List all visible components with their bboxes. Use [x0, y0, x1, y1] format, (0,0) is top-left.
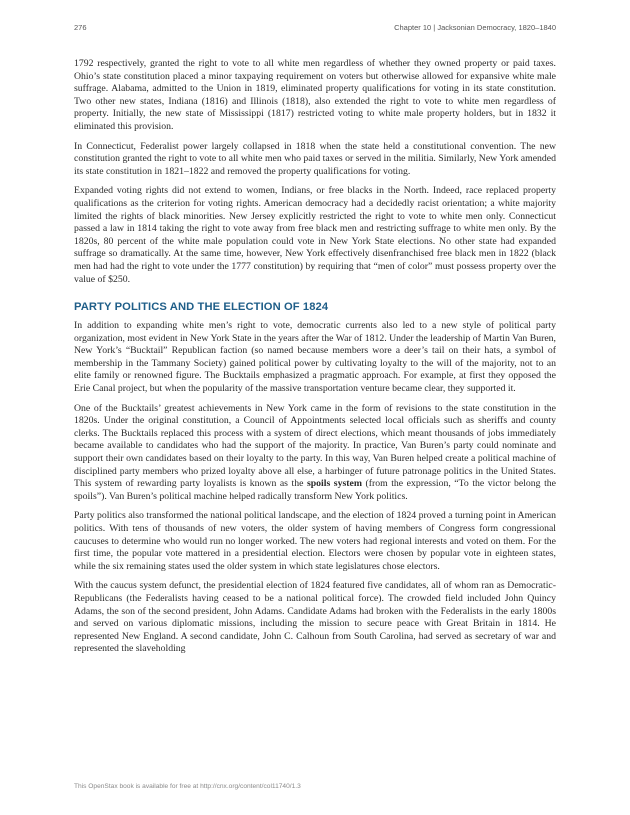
- paragraph-text: (from the expression, “To the victor belong the spoils”). Van Buren’s political machine helped radically transform New York politics.: [74, 478, 556, 502]
- body-paragraph: In addition to expanding white men’s right to vote, democratic currents also led to a new style of political party organization, most evident in New York State in the years after the War of 1812. Under the leadership of Martin Van Buren, New York’s “Bucktail” Republican faction (so named because members wore a deer’s tail on their hats, a symbol of membership in the Tammany Society) gained political power by cultivating loyalty to the will of the majority, not to an elite family or renowned figure. The Bucktails emphasized a pragmatic approach. For example, at first they opposed the Erie Canal project, but when the popularity of the massive transportation venture became clear, they supported it.: [74, 320, 556, 395]
- body-paragraph: In Connecticut, Federalist power largely collapsed in 1818 when the state held a constitutional convention. The new constitution granted the right to vote to all white men who paid taxes or served in the militia. Similarly, New York amended its state constitution in 1821–1822 and removed the property qualifications for voting.: [74, 140, 556, 177]
- body-paragraph: With the caucus system defunct, the presidential election of 1824 featured five candidates, all of whom ran as Democratic-Republicans (the Federalists having ceased to be a national political force). The crowded field included John Quincy Adams, the son of the second president, John Adams. Candidate Adams had broken with the Federalists in the early 1800s and served on various diplomatic missions, including the mission to secure peace with Great Britain in 1814. He represented New England. A second candidate, John C. Calhoun from South Carolina, had served as secretary of war and represented the slaveholding: [74, 580, 556, 655]
- page-body: [74, 58, 556, 663]
- body-paragraph: Party politics also transformed the national political landscape, and the election of 1824 proved a turning point in American politics. With tens of thousands of new voters, the older system of having members of Congress form congressional caucuses to determine who would run no longer worked. The new voters had regional interests and voted on them. For the first time, the popular vote mattered in a presidential election. Electors were chosen by popular vote in eighteen states, while the six remaining states used the older system in which state legislatures chose electors.: [74, 510, 556, 572]
- page-number: 276: [74, 23, 87, 32]
- body-paragraph: Expanded voting rights did not extend to women, Indians, or free blacks in the North. Indeed, race replaced property qualifications as the criterion for voting rights. American democracy had a decidedly racist orientation; a white majority limited the rights of black minorities. New Jersey explicitly restricted the right to vote to white men only. Connecticut passed a law in 1814 taking the right to vote away from free black men and restricting suffrage to white men only. By the 1820s, 80 percent of the white male population could vote in New York State elections. No other state had expanded suffrage so dramatically. At the same time, however, New York effectively disenfranchised free black men in 1822 (black men had had the right to vote under the 1777 constitution) by requiring that “men of color” must possess property over the value of $250.: [74, 185, 556, 285]
- key-term: spoils system: [306, 478, 362, 490]
- running-head: Chapter 10 | Jacksonian Democracy, 1820–1840: [394, 23, 556, 32]
- paragraph-text: One of the Bucktails’ greatest achievements in New York came in the form of revisions to the state constitution in the 1820s. Under the original constitution, a Council of Appointments selected local officials such as sheriffs and county clerks. The Bucktails replaced this process with a system of direct elections, which meant thousands of jobs immediately became available to candidates who had the support of the majority. In practice, Van Buren’s party could nominate and support their own candidates based on their loyalty to the party. In this way, Van Buren helped create a political machine of disciplined party members who prized loyalty above all else, a harbinger of future patronage politics in the United States. This system of rewarding party loyalists is known as the: [74, 402, 556, 490]
- body-paragraph: 1792 respectively, granted the right to vote to all white men regardless of whether they owned property or paid taxes. Ohio’s state constitution placed a minor taxpaying requirement on voters but otherwise allowed for expansive white male suffrage. Alabama, admitted to the Union in 1819, eliminated property qualifications for voting in its state constitution. Two other new states, Indiana (1816) and Illinois (1818), also extended the right to vote to white men regardless of property. Initially, the new state of Mississippi (1817) restricted voting to white male property holders, but in 1832 it eliminated this provision.: [74, 58, 556, 132]
- body-paragraph: [74, 403, 556, 504]
- section-heading: PARTY POLITICS AND THE ELECTION OF 1824: [74, 301, 329, 314]
- page-footer: This OpenStax book is available for free at http://cnx.org/content/col11740/1.3: [74, 783, 301, 790]
